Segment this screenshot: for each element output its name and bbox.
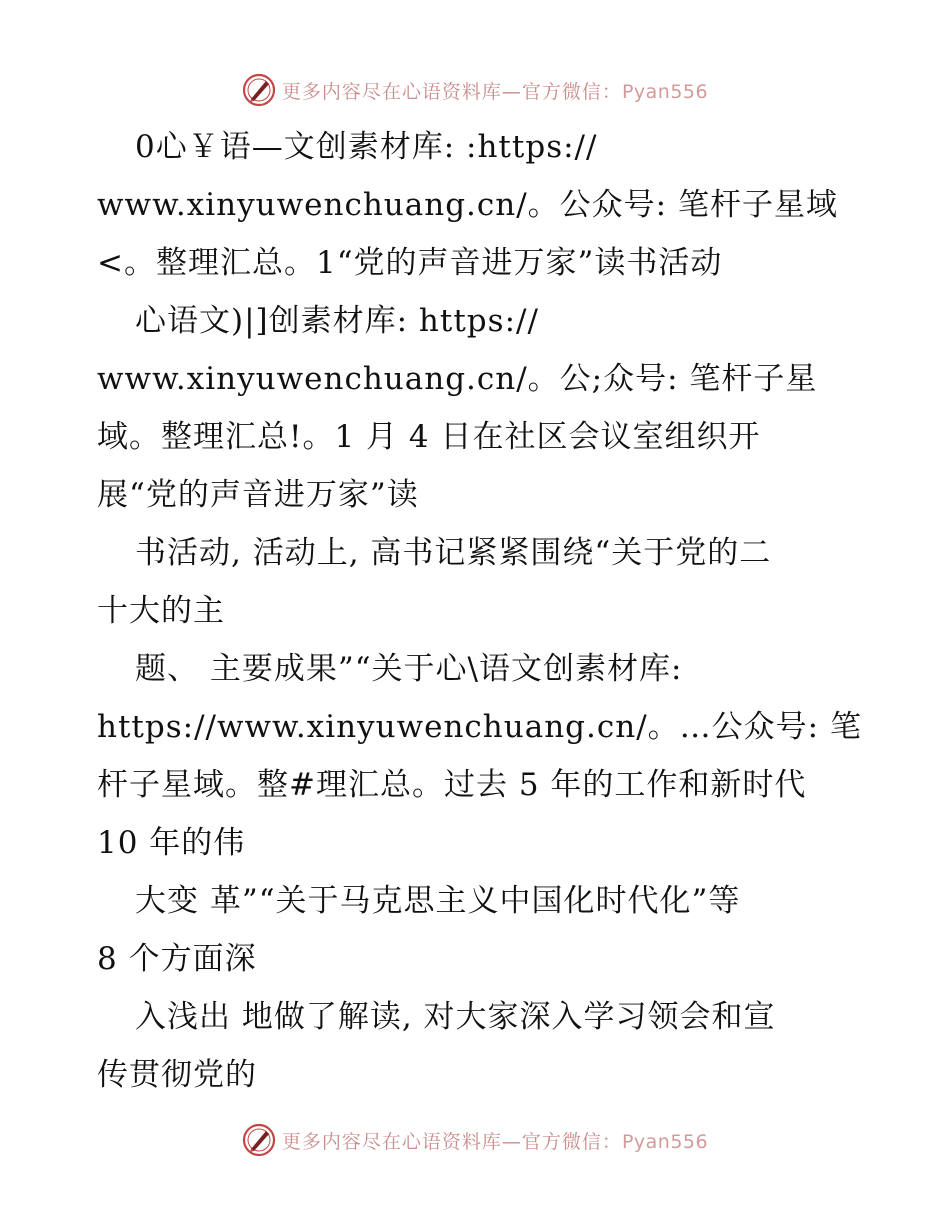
footer-separator: — [501, 1130, 522, 1153]
header-wechat-label: 官方微信： [521, 80, 622, 103]
quill-pen-circle-icon [242, 73, 276, 107]
text-line: 展“党的声音进万家”读 [97, 477, 419, 513]
footer-slogan: 更多内容尽在心语资料库 [281, 1130, 502, 1153]
footer-wechat-id: Pyan556 [621, 1130, 709, 1153]
footer-banner [0, 1120, 950, 1160]
text-line: 入浅出 地做了解读, 对大家深入学习领会和宣 [135, 999, 776, 1035]
text-line: 书活动, 活动上, 高书记紧紧围绕“关于党的二 [135, 535, 772, 571]
text-line: 大变 革”“关于马克思主义中国化时代化”等 [135, 883, 741, 919]
text-line: 杆子星域。整#理汇总。过去 5 年的工作和新时代 [97, 767, 807, 803]
text-line: www.xinyuwenchuang.cn/。公;众号: 笔杆子星 [97, 361, 818, 397]
header-wechat-id: Pyan556 [621, 80, 709, 103]
text-line: 题、 主要成果”“关于心\语文创素材库: [135, 651, 683, 687]
footer-wechat-label: 官方微信： [521, 1130, 622, 1153]
text-line: 十大的主 [97, 593, 225, 629]
text-line: 心语文)|]创素材库: https:// [135, 303, 539, 339]
text-line: 0心￥语—文创素材库: :https:// [135, 129, 598, 165]
text-line: www.xinyuwenchuang.cn/。公众号: 笔杆子星域 [97, 187, 838, 223]
document-body [97, 118, 862, 1104]
text-line: 10 年的伟 [97, 825, 246, 861]
text-line: 传贯彻党的 [97, 1057, 257, 1093]
footer-banner-text [282, 1127, 708, 1154]
quill-pen-circle-icon [242, 1123, 276, 1157]
text-line: <。整理汇总。1“党的声音进万家”读书活动 [97, 245, 723, 281]
header-separator: — [501, 80, 522, 103]
header-banner [0, 70, 950, 110]
text-line: https://www.xinyuwenchuang.cn/。…公众号: 笔 [97, 709, 862, 745]
text-line: 8 个方面深 [97, 941, 257, 977]
text-line: 域。整理汇总!。1 月 4 日在社区会议室组织开 [97, 419, 761, 455]
header-banner-text [282, 77, 708, 104]
header-slogan: 更多内容尽在心语资料库 [281, 80, 502, 103]
